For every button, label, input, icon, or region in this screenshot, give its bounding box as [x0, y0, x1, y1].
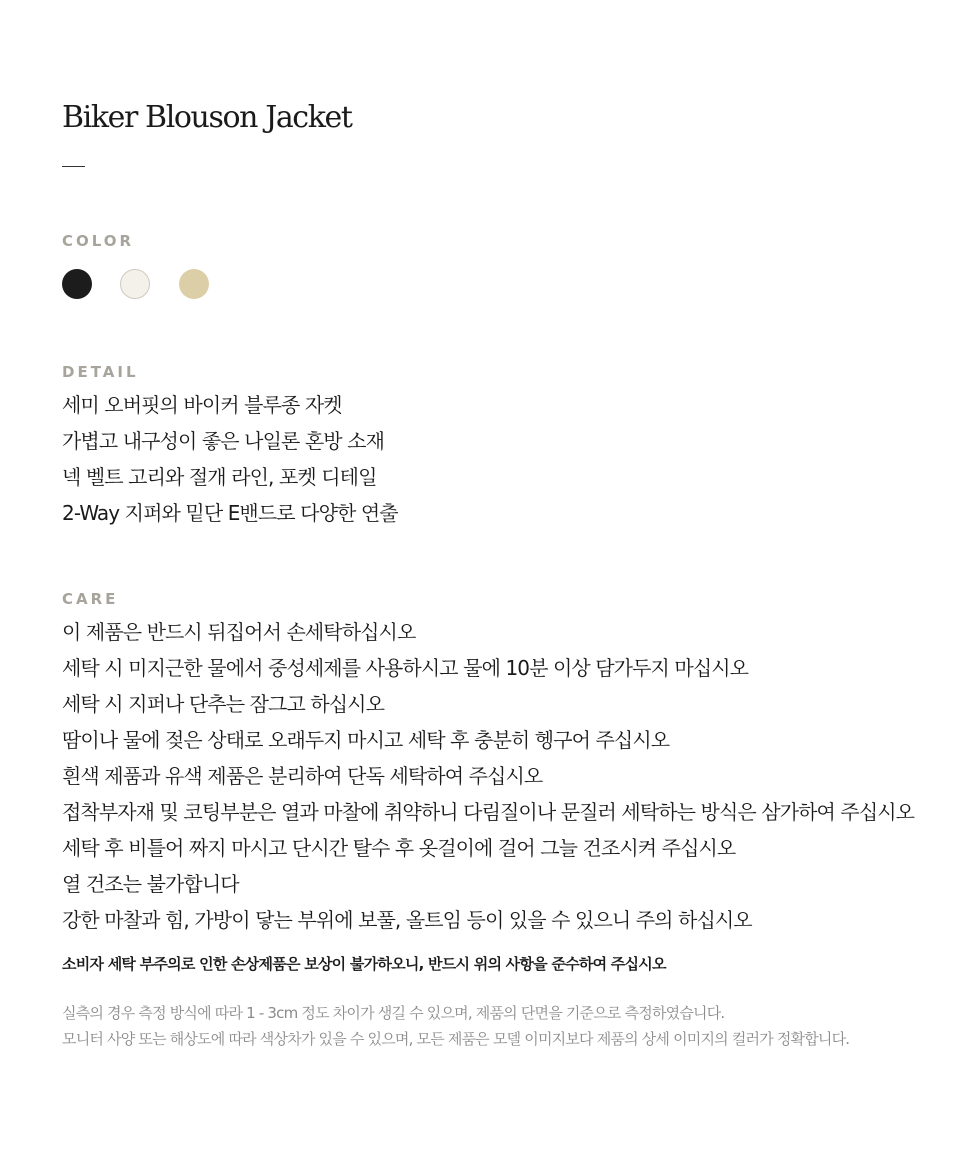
care-line: 세탁 후 비틀어 짜지 마시고 단시간 탈수 후 옷걸이에 걸어 그늘 건조시켜 주십시오 — [62, 836, 736, 860]
color-section-label: COLOR — [62, 232, 135, 250]
care-notice: 소비자 세탁 부주의로 인한 손상제품은 보상이 불가하오니, 반드시 위의 사항을 준수하여 주십시오 — [62, 955, 666, 973]
care-line: 접착부자재 및 코팅부분은 열과 마찰에 취약하니 다림질이나 문질러 세탁하는 방식은 삼가하여 주십시오 — [62, 800, 915, 824]
product-title: Biker Blouson Jacket — [62, 100, 352, 135]
detail-list — [62, 387, 398, 531]
care-line: 땀이나 물에 젖은 상태로 오래두지 마시고 세탁 후 충분히 헹구어 주십시오 — [62, 728, 670, 752]
color-swatch-black[interactable] — [62, 269, 92, 299]
detail-line: 가볍고 내구성이 좋은 나일론 혼방 소재 — [62, 429, 385, 453]
title-divider — [62, 166, 85, 167]
care-line: 강한 마찰과 힘, 가방이 닿는 부위에 보풀, 올트임 등이 있을 수 있으니 주의 하십시오 — [62, 908, 752, 932]
care-line: 세탁 시 지퍼나 단추는 잠그고 하십시오 — [62, 692, 385, 716]
detail-line: 세미 오버핏의 바이커 블루종 자켓 — [62, 393, 342, 417]
footnote-color-disclaimer: 모니터 사양 또는 해상도에 따라 색상차가 있을 수 있으며, 모든 제품은 모델 이미지보다 제품의 상세 이미지의 컬러가 정확합니다. — [62, 1030, 850, 1048]
detail-line: 넥 벨트 고리와 절개 라인, 포켓 디테일 — [62, 465, 377, 489]
footnote-measurement: 실측의 경우 측정 방식에 따라 1 - 3cm 정도 차이가 생길 수 있으며, 제품의 단면을 기준으로 측정하였습니다. — [62, 1004, 725, 1022]
care-list — [62, 614, 914, 938]
care-line: 세탁 시 미지근한 물에서 중성세제를 사용하시고 물에 10분 이상 담가두지 마십시오 — [62, 656, 749, 680]
care-line: 열 건조는 불가합니다 — [62, 872, 239, 896]
care-line: 흰색 제품과 유색 제품은 분리하여 단독 세탁하여 주십시오 — [62, 764, 543, 788]
color-swatch-ivory[interactable] — [120, 269, 150, 299]
footnote-list — [62, 1000, 849, 1052]
color-swatch-beige[interactable] — [179, 269, 209, 299]
detail-section-label: DETAIL — [62, 363, 139, 381]
care-section-label: CARE — [62, 590, 119, 608]
detail-line: 2-Way 지퍼와 밑단 E밴드로 다양한 연출 — [62, 501, 398, 525]
care-line: 이 제품은 반드시 뒤집어서 손세탁하십시오 — [62, 620, 416, 644]
